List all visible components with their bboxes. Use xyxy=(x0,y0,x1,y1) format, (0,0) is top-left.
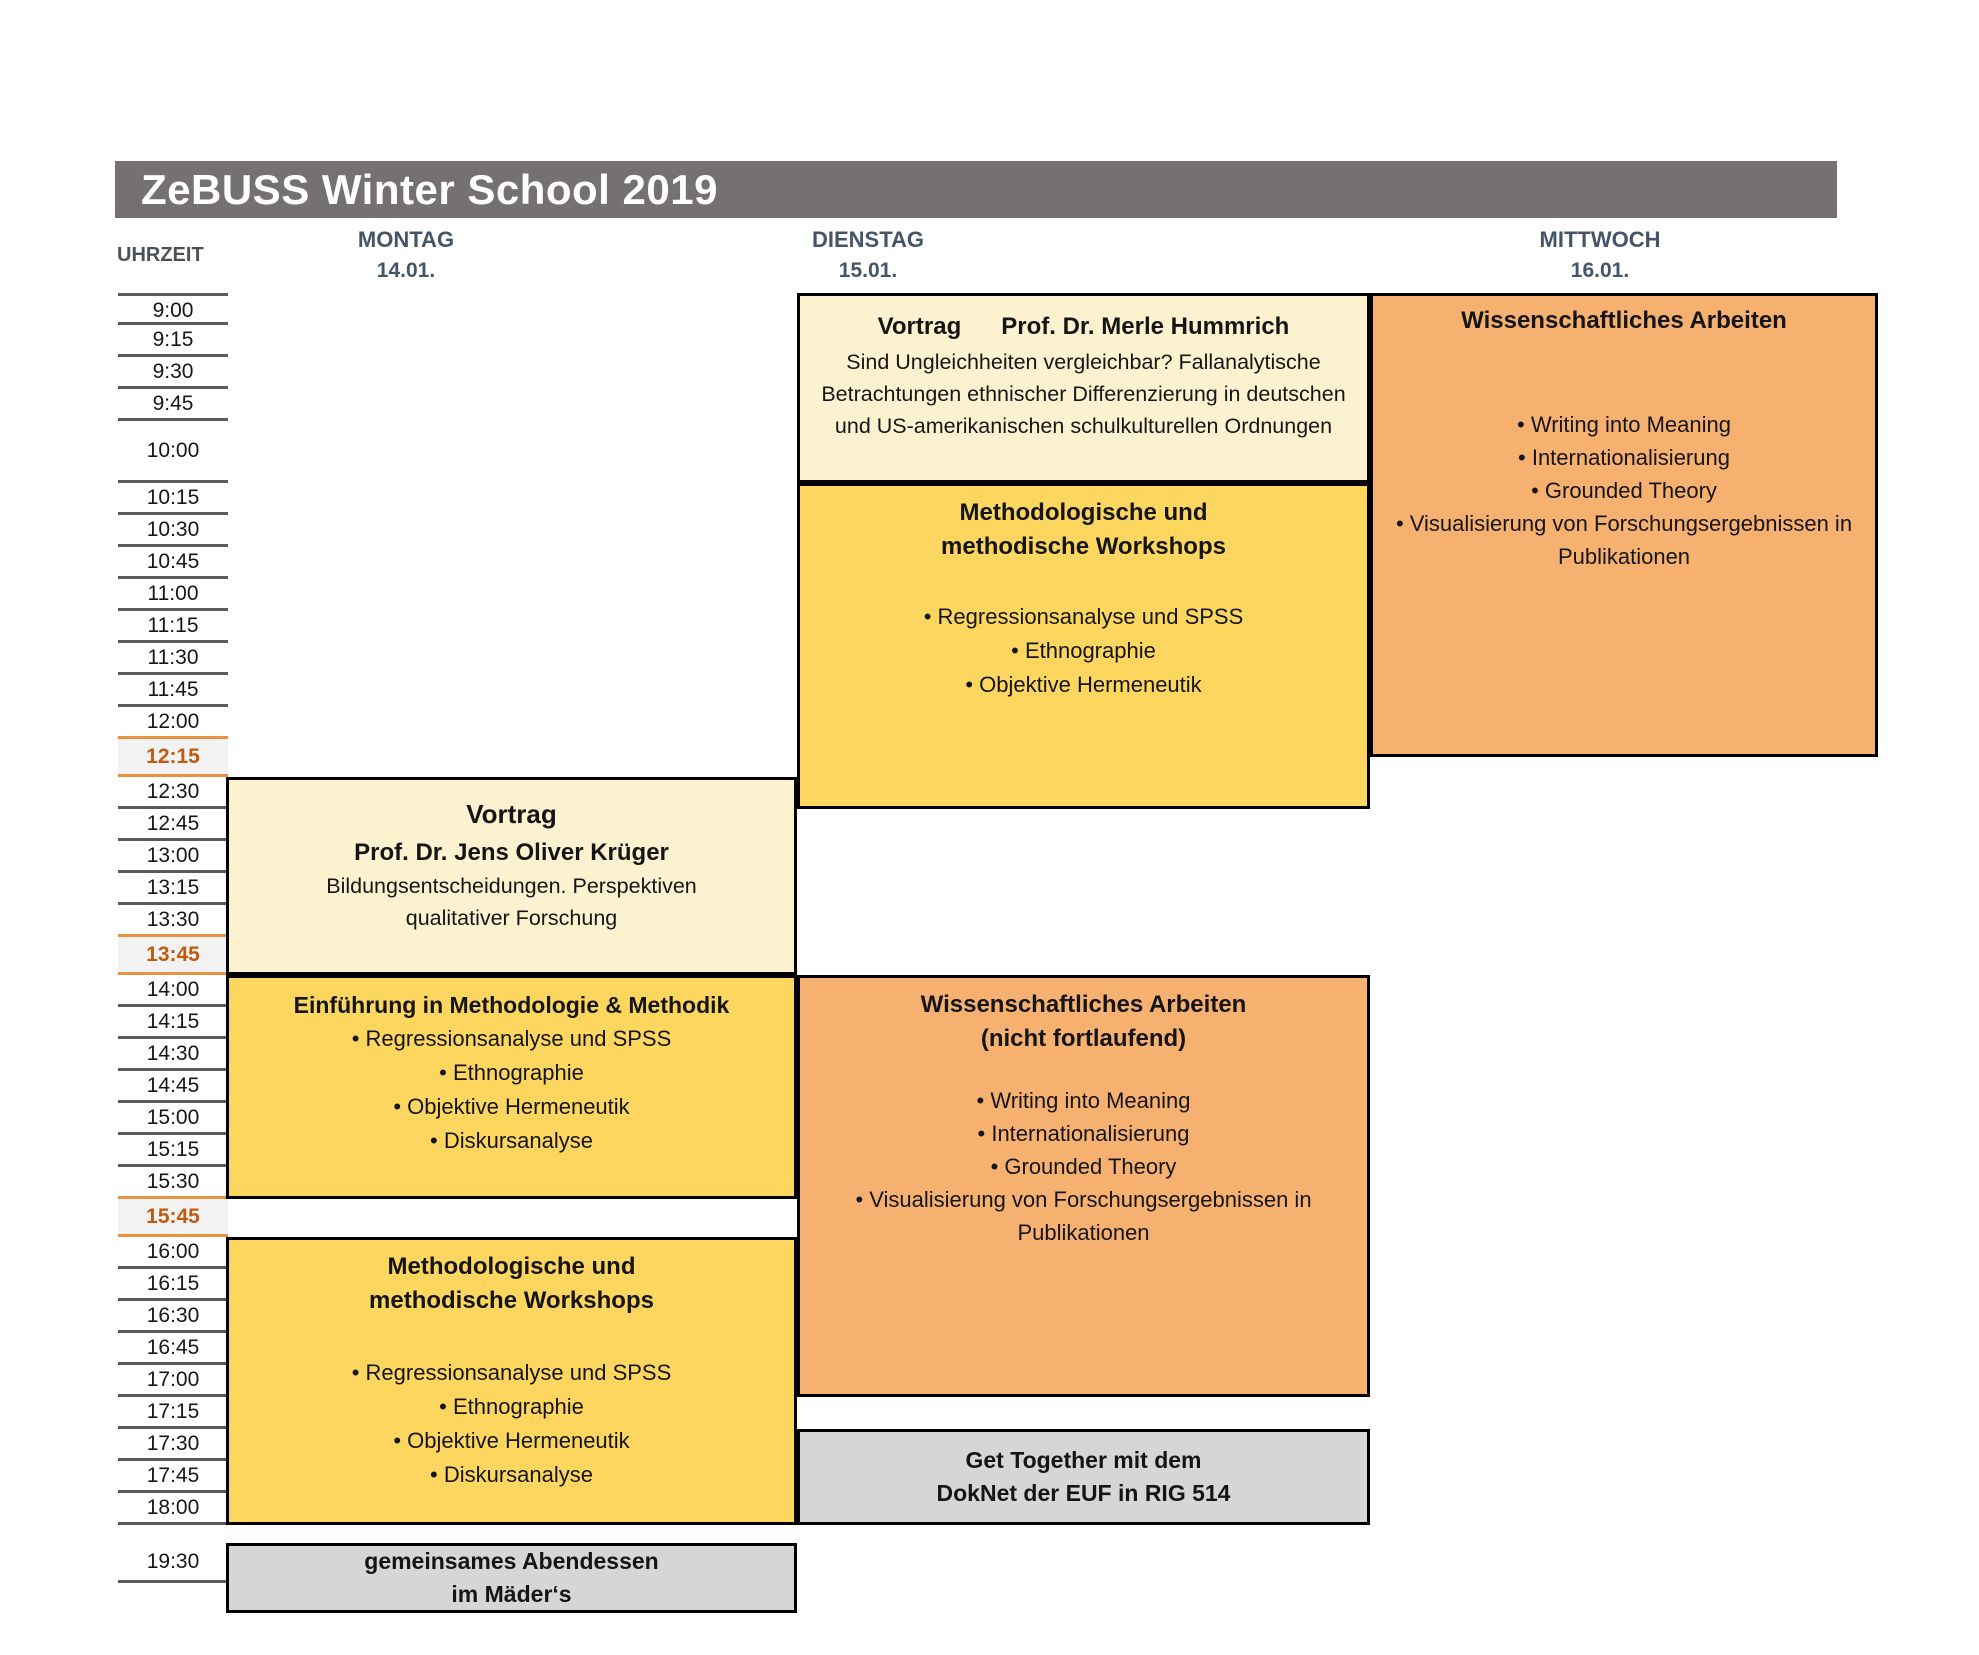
time-row-14:45: 14:45 xyxy=(118,1071,228,1103)
event-topics xyxy=(229,1022,794,1158)
bullet-item: • Diskursanalyse xyxy=(430,1128,593,1153)
bullet-item: • Objektive Hermeneutik xyxy=(393,1428,630,1453)
event-abendessen xyxy=(226,1543,797,1613)
event-description xyxy=(800,346,1367,442)
time-row-9:30: 9:30 xyxy=(118,357,228,389)
event-vortrag-krueger xyxy=(226,777,797,975)
event-topics xyxy=(1373,408,1875,573)
text-line: DokNet der EUF in RIG 514 xyxy=(936,1480,1231,1506)
day-date: 16.01. xyxy=(1570,259,1630,282)
text-line: Bildungsentscheidungen. Perspektiven xyxy=(326,874,697,898)
event-title xyxy=(800,496,1367,564)
text-line: qualitativer Forschung xyxy=(405,906,618,930)
bullet-item: • Writing into Meaning xyxy=(976,1088,1191,1113)
time-row-10:00: 10:00 xyxy=(118,421,228,483)
event-einfuehrung-montag xyxy=(226,975,797,1199)
time-row-11:30: 11:30 xyxy=(118,643,228,675)
event-workshops-montag xyxy=(226,1237,797,1525)
time-row-15:00: 15:00 xyxy=(118,1103,228,1135)
time-row-16:45: 16:45 xyxy=(118,1333,228,1365)
time-row-9:00: 9:00 xyxy=(118,293,228,325)
event-type-label: Vortrag xyxy=(466,799,557,829)
time-row-10:15: 10:15 xyxy=(118,483,228,515)
time-row-17:30: 17:30 xyxy=(118,1429,228,1461)
time-row-9:45: 9:45 xyxy=(118,389,228,421)
time-row-19:30: 19:30 xyxy=(118,1543,228,1583)
text-line: Methodologische und xyxy=(959,499,1208,526)
time-row-11:00: 11:00 xyxy=(118,579,228,611)
bullet-item: • Objektive Hermeneutik xyxy=(393,1094,630,1119)
bullet-item: • Visualisierung von Forschungsergebnissen in Publikationen xyxy=(1395,511,1853,569)
time-row-17:45: 17:45 xyxy=(118,1461,228,1493)
time-row-15:30: 15:30 xyxy=(118,1167,228,1199)
text-line: Get Together mit dem xyxy=(965,1447,1202,1473)
time-row-blank xyxy=(118,1525,228,1543)
bullet-item: • Diskursanalyse xyxy=(430,1462,593,1487)
time-row-16:00: 16:00 xyxy=(118,1237,228,1269)
event-title xyxy=(800,308,1367,346)
time-row-18:00: 18:00 xyxy=(118,1493,228,1525)
bullet-item: • Internationalisierung xyxy=(1518,445,1730,470)
time-row-14:15: 14:15 xyxy=(118,1007,228,1039)
text-line: methodische Workshops xyxy=(941,533,1226,560)
event-title: Wissenschaftliches Arbeiten xyxy=(1461,307,1787,334)
time-row-13:30: 13:30 xyxy=(118,905,228,937)
day-name: DIENSTAG xyxy=(811,227,925,252)
bullet-item: • Ethnographie xyxy=(1011,638,1156,663)
event-speaker: Prof. Dr. Jens Oliver Krüger xyxy=(354,839,669,866)
title-bar xyxy=(115,161,1837,218)
time-row-12:45: 12:45 xyxy=(118,809,228,841)
text-line: methodische Workshops xyxy=(369,1287,654,1314)
time-row-12:30: 12:30 xyxy=(118,777,228,809)
time-row-13:45: 13:45 xyxy=(118,937,228,975)
page-title: ZeBUSS Winter School 2019 xyxy=(141,165,718,213)
day-date: 15.01. xyxy=(838,259,898,282)
event-vortrag-hummrich xyxy=(797,293,1370,483)
bullet-item: • Grounded Theory xyxy=(990,1154,1177,1179)
time-row-12:00: 12:00 xyxy=(118,707,228,739)
event-workshops-dienstag xyxy=(797,483,1370,809)
event-get-together xyxy=(797,1429,1370,1525)
bullet-item: • Ethnographie xyxy=(439,1394,584,1419)
day-name: MITTWOCH xyxy=(1539,227,1661,252)
text-line: Methodologische und xyxy=(387,1253,636,1280)
event-topics xyxy=(800,600,1367,702)
time-row-10:45: 10:45 xyxy=(118,547,228,579)
time-row-16:15: 16:15 xyxy=(118,1269,228,1301)
time-row-17:00: 17:00 xyxy=(118,1365,228,1397)
time-row-11:45: 11:45 xyxy=(118,675,228,707)
time-row-10:30: 10:30 xyxy=(118,515,228,547)
time-row-11:15: 11:15 xyxy=(118,611,228,643)
text-line: gemeinsames Abendessen xyxy=(364,1548,659,1574)
text-line: (nicht fortlaufend) xyxy=(980,1025,1187,1052)
text-line: Betrachtungen ethnischer Differenzierung in deutschen xyxy=(821,382,1346,406)
bullet-item: • Internationalisierung xyxy=(977,1121,1190,1146)
bullet-item: • Objektive Hermeneutik xyxy=(965,672,1202,697)
text-line: Wissenschaftliches Arbeiten xyxy=(920,991,1247,1018)
event-title xyxy=(800,988,1367,1056)
time-row-14:00: 14:00 xyxy=(118,975,228,1007)
time-row-15:15: 15:15 xyxy=(118,1135,228,1167)
time-row-12:15: 12:15 xyxy=(118,739,228,777)
event-title: Einführung in Methodologie & Methodik xyxy=(293,992,730,1018)
day-name: MONTAG xyxy=(357,227,455,252)
text-line: und US-amerikanischen schulkulturellen Ordnungen xyxy=(834,414,1333,438)
day-header-montag xyxy=(206,224,606,286)
bullet-item: • Regressionsanalyse und SPSS xyxy=(351,1360,672,1385)
event-type-label: Vortrag xyxy=(877,313,962,340)
event-title xyxy=(800,1444,1367,1510)
event-title xyxy=(229,1250,794,1318)
event-title xyxy=(229,1545,794,1611)
day-header-dienstag xyxy=(668,224,1068,286)
time-row-14:30: 14:30 xyxy=(118,1039,228,1071)
time-row-16:30: 16:30 xyxy=(118,1301,228,1333)
bullet-item: • Regressionsanalyse und SPSS xyxy=(923,604,1244,629)
day-header-mittwoch xyxy=(1400,224,1800,286)
text-line: im Mäder‘s xyxy=(451,1581,572,1607)
time-row-13:15: 13:15 xyxy=(118,873,228,905)
time-row-13:00: 13:00 xyxy=(118,841,228,873)
time-row-17:15: 17:15 xyxy=(118,1397,228,1429)
event-topics xyxy=(229,1356,794,1492)
time-column-header: UHRZEIT xyxy=(117,244,204,266)
time-row-9:15: 9:15 xyxy=(118,325,228,357)
time-grid xyxy=(118,293,228,1583)
bullet-item: • Grounded Theory xyxy=(1531,478,1717,503)
bullet-item: • Writing into Meaning xyxy=(1517,412,1731,437)
day-date: 14.01. xyxy=(376,259,436,282)
bullet-item: • Visualisierung von Forschungsergebnissen in Publikationen xyxy=(855,1187,1312,1245)
event-wiss-arbeiten-dienstag xyxy=(797,975,1370,1397)
bullet-item: • Ethnographie xyxy=(439,1060,584,1085)
event-wiss-arbeiten-mittwoch xyxy=(1370,293,1878,757)
event-topics xyxy=(800,1084,1367,1249)
event-description xyxy=(229,870,794,934)
time-row-15:45: 15:45 xyxy=(118,1199,228,1237)
text-line: Sind Ungleichheiten vergleichbar? Fallanalytische xyxy=(846,350,1321,374)
bullet-item: • Regressionsanalyse und SPSS xyxy=(351,1026,672,1051)
event-speaker: Prof. Dr. Merle Hummrich xyxy=(1001,313,1290,340)
